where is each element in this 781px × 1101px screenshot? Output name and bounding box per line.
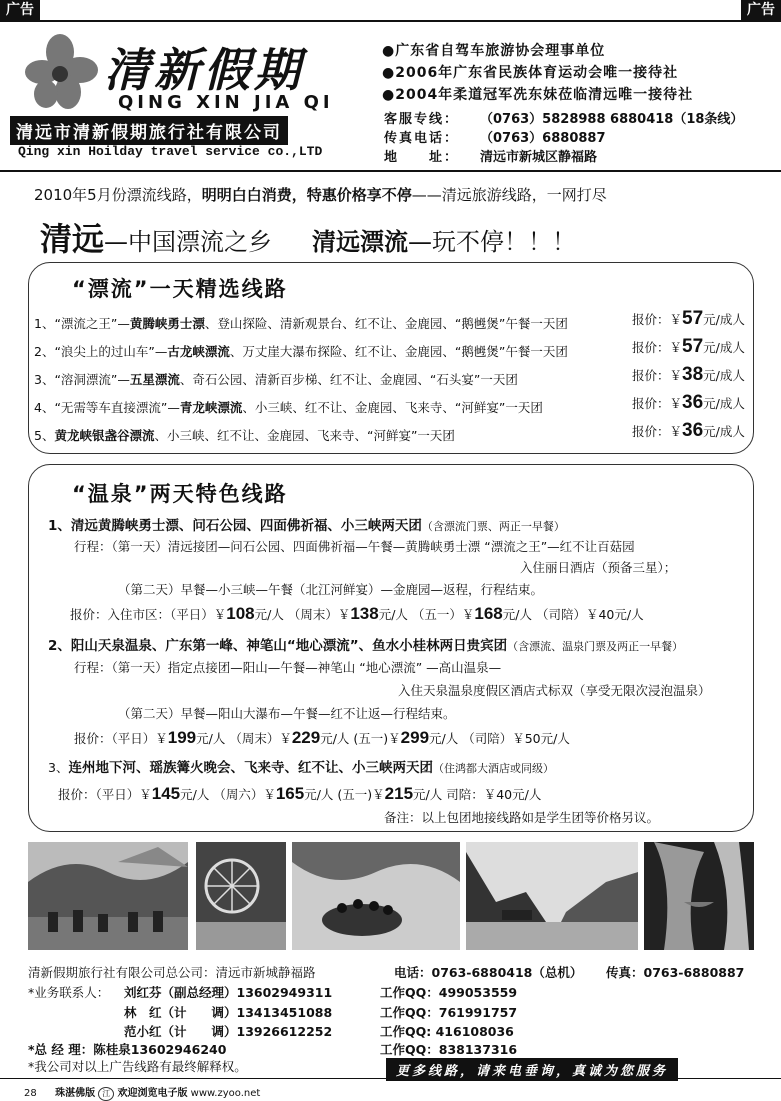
price-label: 元/人 司陪：￥40元/人 xyxy=(413,787,542,802)
contact-label: *业务联系人： xyxy=(28,985,110,1000)
price-value: 229 xyxy=(291,728,321,747)
site-url[interactable]: www.zyoo.net xyxy=(190,1088,261,1099)
price-unit: 元/成人 xyxy=(703,396,745,411)
general-manager xyxy=(28,1040,226,1058)
price-value: 199 xyxy=(167,728,197,747)
logo-pinyin: QING XIN JIA QI xyxy=(118,92,334,113)
route-price xyxy=(632,364,745,386)
price-value: 36 xyxy=(682,420,704,441)
route-prefix: 2、“浪尖上的过山车”— xyxy=(34,344,168,359)
contact-hotline xyxy=(384,108,743,127)
price-label: 元/人 （周六）￥ xyxy=(180,787,276,802)
price-label: 元/人 （五一）￥ xyxy=(378,607,475,622)
headline-part: ——清远旅游线路，一网打尽 xyxy=(411,186,607,204)
rafting-wheel-photo xyxy=(196,842,286,950)
contact-value: （0763）5828988 6880418（18条线） xyxy=(480,112,744,127)
tour-prefix: 3、 xyxy=(48,760,69,775)
tour2-day1: 行程：（第一天）指定点接团—阳山—午餐—神笔山 “地心漂流” —高山温泉— xyxy=(74,660,502,675)
price-value: 57 xyxy=(682,336,704,357)
contact-qq-text: 工作QQ：499053559 xyxy=(380,985,518,1000)
route-prefix: 3、“溶洞漂流”— xyxy=(34,372,130,387)
route-prefix: 1、“漂流之王”— xyxy=(34,316,130,331)
price-label: 报价：（平日）￥ xyxy=(74,731,168,746)
route-desc: 、奇石公园、清新百步梯、红不让、金鹿园、“石头宴”一天团 xyxy=(179,372,518,387)
footer-fax-text: 传真：0763-6880887 xyxy=(606,965,745,980)
route-item xyxy=(34,426,455,444)
flower-logo-icon xyxy=(20,32,100,112)
contact-person xyxy=(124,1003,332,1021)
river-gorge-photo xyxy=(466,842,638,950)
rafting-section-title: “漂流”一天精选线路 xyxy=(72,277,288,301)
headline-line2 xyxy=(40,214,576,260)
page-number: 28 xyxy=(24,1088,37,1099)
price-label: 元/人 (五一)￥ xyxy=(304,787,385,802)
contact-label: 传真电话： xyxy=(384,131,460,146)
price-value: 145 xyxy=(151,784,181,803)
footer-hq: 清新假期旅行社有限公司总公司：清远市新城静福路 xyxy=(28,965,316,980)
deer-park-photo xyxy=(28,842,188,950)
route-prefix: 4、“无需等车直接漂流”— xyxy=(34,400,180,415)
bullet-item: ●广东省自驾车旅游协会理事单位 xyxy=(382,43,606,59)
bullet-item: ●2006年广东省民族体育运动会唯一接待社 xyxy=(382,65,679,81)
contact-person-text: 林 红（计 调）13413451088 xyxy=(124,1005,333,1020)
headline-qingyuan: 清远 xyxy=(40,220,105,258)
price-unit: 元/成人 xyxy=(703,340,745,355)
contact-qq xyxy=(380,1003,517,1021)
contact-person xyxy=(124,1022,332,1040)
header-divider xyxy=(0,20,781,22)
contact-qq-text: 工作QQ: 416108036 xyxy=(380,1024,514,1039)
route-highlight: 五星漂流 xyxy=(129,372,180,387)
slogan-banner: 更多线路，请来电垂询，真诚为您服务 xyxy=(386,1058,678,1081)
route-item xyxy=(34,398,543,416)
tour-note: （含漂流门票、两正一早餐） xyxy=(421,520,565,533)
logo-title: 清新假期 xyxy=(104,43,304,97)
route-item xyxy=(34,314,568,332)
footer-phone xyxy=(394,963,582,981)
price-unit: 元/成人 xyxy=(703,368,745,383)
price-unit: 元/成人 xyxy=(703,312,745,327)
contact-label: 地 址： xyxy=(384,150,460,165)
price-value: 108 xyxy=(226,604,255,623)
footer-fax xyxy=(606,963,744,981)
tour-title: 2、阳山天泉温泉、广东第一峰、神笔山“地心漂流”、鱼水小桂林两日贵宾团 xyxy=(48,638,508,654)
tour2-price xyxy=(74,728,570,748)
contact-qq xyxy=(380,983,517,1001)
price-label: 元/人 （周末）￥ xyxy=(254,607,351,622)
contact-fax xyxy=(384,127,606,146)
price-value: 38 xyxy=(682,364,704,385)
tour1-day2: （第二天）早餐—小三峡—午餐（北江河鲜宴）—金鹿园—返程，行程结束。 xyxy=(118,582,544,597)
tour1-day1: 行程：（第一天）清远接团—问石公园、四面佛祈福—午餐—黄腾峡勇士漂 “漂流之王”—红不让百菇园 xyxy=(74,539,635,554)
edition-mark-icon: 江 xyxy=(98,1087,114,1101)
route-highlight: 古龙峡漂流 xyxy=(167,344,230,359)
edition: 珠湛佛版 xyxy=(55,1088,96,1099)
contact-person-text: 范小红（计 调）13926612252 xyxy=(124,1024,333,1039)
price-value: 168 xyxy=(474,604,503,623)
route-price xyxy=(632,392,745,414)
welcome-text: 欢迎浏览电子版 xyxy=(117,1088,188,1099)
cave-photo xyxy=(644,842,754,950)
contact-qq-text: 工作QQ：761991757 xyxy=(380,1005,518,1020)
route-item xyxy=(34,342,568,360)
price-value: 138 xyxy=(350,604,379,623)
route-desc: 、小三峡、红不让、金鹿园、飞来寺、“河鲜宴”一天团 xyxy=(242,400,543,415)
price-label: 元/人 (五一)￥ xyxy=(320,731,401,746)
route-price xyxy=(632,308,745,330)
contact-value: （0763）6880887 xyxy=(480,131,606,146)
headline-part: —玩不停！！！ xyxy=(408,228,577,256)
company-name: 清远市清新假期旅行社有限公司 xyxy=(10,116,288,145)
price-label: 报价：入住市区：（平日）￥ xyxy=(70,607,227,622)
price-value: 299 xyxy=(400,728,430,747)
route-highlight: 黄腾峡勇士漂 xyxy=(129,316,205,331)
tour1-day1-hotel: 入住丽日酒店（预备三星）； xyxy=(520,560,677,575)
tour2-title xyxy=(48,634,683,654)
contact-label: 客服专线： xyxy=(384,112,460,127)
route-price xyxy=(632,420,745,442)
price-value: 165 xyxy=(275,784,305,803)
contact-person xyxy=(124,983,332,1001)
footer-phone-text: 电话：0763-6880418（总机） xyxy=(394,965,583,980)
price-label: 元/人 （司陪）￥50元/人 xyxy=(429,731,570,746)
tour1-title xyxy=(48,514,565,534)
tour-note: （住鸿都大酒店或同级） xyxy=(432,762,554,775)
headline-part: —中国漂流之乡 xyxy=(104,228,273,256)
headline-part-bold: 清远漂流 xyxy=(312,228,409,256)
tour2-day1-hotel: 入住天泉温泉度假区酒店式标双（享受无限次浸泡温泉） xyxy=(398,683,711,698)
route-item xyxy=(34,370,518,388)
price-label: 报价：￥ xyxy=(632,340,683,355)
route-desc: 、万丈崖大瀑布探险、红不让、金鹿园、“鹅乸煲”午餐一天团 xyxy=(229,344,568,359)
contact-qq xyxy=(380,1022,514,1040)
ad-tag-right: 广告 xyxy=(741,0,781,20)
remark: 备注：以上包团地接线路如是学生团等价格另议。 xyxy=(384,810,660,825)
disclaimer: *我公司对以上广告线路有最终解释权。 xyxy=(28,1059,247,1074)
tour1-price xyxy=(70,604,644,624)
route-desc: 、小三峡、红不让、金鹿园、飞来寺、“河鲜宴”一天团 xyxy=(154,428,455,443)
company-name-en: Qing xin Hoilday travel service co.,LTD xyxy=(18,144,323,159)
price-label: 元/人 （司陪）￥40元/人 xyxy=(502,607,644,622)
contact-value: 清远市新城区静福路 xyxy=(480,150,598,165)
general-manager-text: *总 经 理：陈桂泉13602946240 xyxy=(28,1042,227,1057)
tour-title: 1、清远黄腾峡勇士漂、问石公园、四面佛祈福、小三峡两天团 xyxy=(48,518,422,534)
route-highlight: 青龙峡漂流 xyxy=(179,400,243,415)
price-label: 报价：￥ xyxy=(632,396,683,411)
white-water-rafting-photo xyxy=(292,842,460,950)
gm-qq xyxy=(380,1040,517,1058)
tour-title: 连州地下河、瑶族篝火晚会、飞来寺、红不让、小三峡两天团 xyxy=(68,760,433,776)
price-unit: 元/成人 xyxy=(703,424,745,439)
page-footer xyxy=(24,1084,260,1101)
contact-person-text: 刘红芬（副总经理）13602949311 xyxy=(124,985,333,1000)
route-price xyxy=(632,336,745,358)
gm-qq-text: 工作QQ：838137316 xyxy=(380,1042,518,1057)
headline-line1 xyxy=(34,184,607,205)
tour2-day2: （第二天）早餐—阳山大瀑布—午餐—红不让返—行程结束。 xyxy=(118,706,456,721)
ad-tag-left: 广告 xyxy=(0,0,40,20)
headline-part-bold: 明明白白消费，特惠价格享不停 xyxy=(201,186,412,204)
route-desc: 、登山探险、清新观景台、红不让、金鹿园、“鹅乸煲”午餐一天团 xyxy=(204,316,568,331)
route-prefix: 5、 xyxy=(34,428,55,443)
price-label: 元/人 （周末）￥ xyxy=(196,731,292,746)
headline-part: 2010年5月份漂流线路， xyxy=(34,186,202,204)
tour3-price xyxy=(58,784,541,804)
hotspring-section-title: “温泉”两天特色线路 xyxy=(72,482,288,506)
price-label: 报价：￥ xyxy=(632,312,683,327)
route-highlight: 黄龙峡银盏谷漂流 xyxy=(54,428,155,443)
contact-address xyxy=(384,146,597,165)
price-label: 报价：（平日）￥ xyxy=(58,787,152,802)
tour-note: （含漂流、温泉门票及两正一早餐） xyxy=(507,640,684,653)
price-label: 报价：￥ xyxy=(632,368,683,383)
page-footer-divider xyxy=(0,1078,781,1079)
price-value: 36 xyxy=(682,392,704,413)
price-label: 报价：￥ xyxy=(632,424,683,439)
bullet-item: ●2004年柔道冠军冼东妹莅临清远唯一接待社 xyxy=(382,87,694,103)
header-bottom-divider xyxy=(0,170,781,172)
tour3-title xyxy=(48,756,554,776)
price-value: 215 xyxy=(384,784,414,803)
price-value: 57 xyxy=(682,308,704,329)
